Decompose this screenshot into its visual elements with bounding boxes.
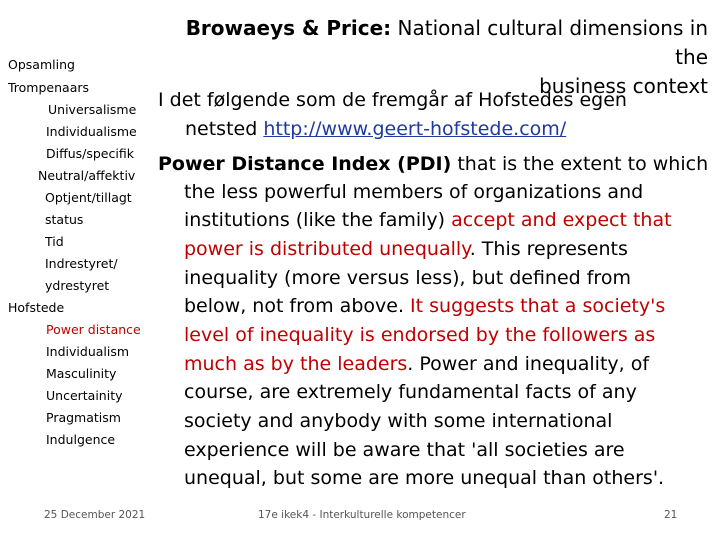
sidebar-item-hofstede: Hofstede [8, 300, 65, 315]
sidebar-item-individualisme: Individualisme [46, 124, 137, 139]
sidebar-item-individualism: Individualism [46, 344, 130, 359]
intro-line2 [185, 115, 566, 144]
footer-title: 17e ikek4 - Interkulturelle kompetencer [258, 509, 466, 521]
pdi-line3 [184, 206, 672, 235]
pdi-line6-highlight: It suggests that a society's [410, 295, 666, 317]
sidebar-item-pragmatism: Pragmatism [46, 410, 121, 425]
pdi-line6 [184, 292, 665, 321]
page-number: 21 [664, 509, 678, 521]
hofstede-link[interactable]: http://www.geert-hofstede.com/ [263, 118, 567, 140]
pdi-line5: inequality (more versus less), but defined from [184, 267, 631, 289]
pdi-line12: unequal, but some are more unequal than others'. [184, 467, 665, 489]
pdi-line1-text: that is the extent to which [451, 153, 709, 175]
pdi-line6-text: below, not from above. [184, 295, 411, 317]
pdi-line1 [158, 150, 708, 179]
footer-date: 25 December 2021 [44, 509, 146, 521]
pdi-line7 [184, 321, 655, 350]
sidebar-item-trompenaars: Trompenaars [8, 80, 90, 95]
pdi-line3-text: institutions (like the family) [184, 209, 452, 231]
pdi-line11: experience will be aware that 'all societies are [184, 439, 625, 461]
sidebar-item-status: status [45, 212, 84, 227]
pdi-line8-highlight: much as by the leaders [184, 353, 408, 375]
sidebar-item-universalisme: Universalisme [48, 102, 137, 117]
sidebar-item-masculinity: Masculinity [46, 366, 117, 381]
pdi-line10: society and anybody with some international [184, 410, 613, 432]
sidebar-item-opsamling: Opsamling [8, 57, 75, 72]
sidebar-item-tid: Tid [45, 234, 64, 249]
pdi-line7-highlight: level of inequality is endorsed by the followers as [184, 324, 656, 346]
sidebar-item-indrestyret: Indrestyret/ [45, 256, 118, 271]
pdi-line8-text: . Power and inequality, of [407, 353, 650, 375]
sidebar-item-neutral-affektiv: Neutral/affektiv [38, 168, 136, 183]
title-rest: National cultural dimensions in the [391, 16, 708, 69]
pdi-heading: Power Distance Index (PDI) [158, 153, 452, 175]
intro-line2-text: netsted [185, 118, 264, 140]
sidebar-item-power-distance: Power distance [46, 322, 141, 337]
pdi-line8 [184, 350, 649, 379]
sidebar-item-uncertainity: Uncertainity [46, 388, 123, 403]
sidebar-item-optjent-tillagt: Optjent/tillagt [45, 190, 132, 205]
pdi-line2: the less powerful members of organizations and [184, 181, 644, 203]
sidebar-item-diffus-specifik: Diffus/specifik [46, 146, 134, 161]
pdi-line9: course, are extremely fundamental facts of any [184, 381, 637, 403]
title-line2: business context [539, 74, 708, 98]
pdi-line4 [184, 235, 628, 264]
intro-line1: I det følgende som de fremgår af Hofstedes egen [158, 89, 627, 111]
pdi-line4-highlight: power is distributed unequally [184, 238, 470, 260]
sidebar-item-indulgence: Indulgence [46, 432, 116, 447]
pdi-line4-text: . This represents [469, 238, 628, 260]
pdi-line3-highlight: accept and expect that [451, 209, 672, 231]
title-bold: Browaeys & Price: [185, 16, 392, 40]
sidebar-item-ydrestyret: ydrestyret [45, 278, 110, 293]
